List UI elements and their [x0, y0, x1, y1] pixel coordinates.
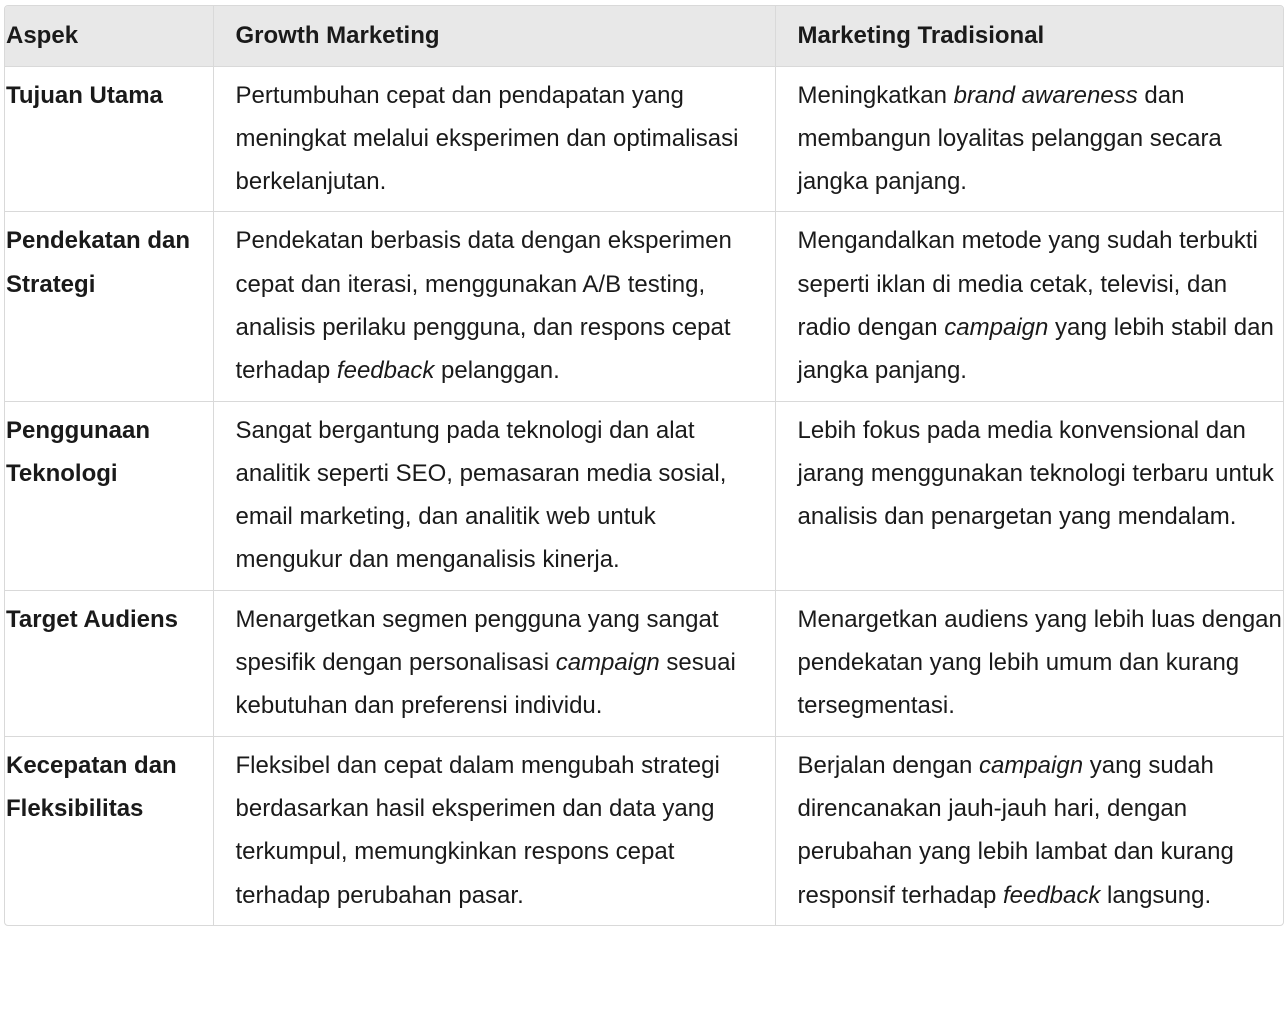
header-growth-marketing: Growth Marketing: [213, 6, 775, 66]
growth-cell: [213, 590, 775, 736]
italic-term: feedback: [1002, 881, 1101, 909]
aspect-cell: Kecepatan dan Fleksibilitas: [5, 736, 213, 925]
table-body: [5, 66, 1284, 925]
table-header: [5, 6, 1284, 66]
italic-term: feedback: [336, 357, 435, 385]
growth-cell: [213, 401, 775, 590]
traditional-cell: [775, 66, 1284, 212]
traditional-cell: [775, 590, 1284, 736]
header-aspek: Aspek: [5, 6, 213, 66]
comparison-table-container: [4, 5, 1284, 926]
cell-text: Fleksibel dan cepat dalam mengubah strategi berdasarkan hasil eksperimen dan data yang terkumpul, memungkinkan respons cepat terhadap perubahan pasar.: [235, 751, 720, 909]
table-row: [5, 401, 1284, 590]
table-row: [5, 66, 1284, 212]
table-row: [5, 736, 1284, 925]
cell-text: Sangat bergantung pada teknologi dan alat analitik seperti SEO, pemasaran media sosial, email marketing, dan analitik web untuk mengukur dan menganalisis kinerja.: [235, 416, 727, 574]
growth-cell: [213, 736, 775, 925]
cell-text: Pendekatan berbasis data dengan eksperimen cepat dan iterasi, menggunakan A/B testing, analisis perilaku pengguna, dan respons cepat terhadap: [235, 227, 732, 385]
cell-text: sesuai kebutuhan dan preferensi individu.: [235, 649, 736, 720]
cell-text: dan membangun loyalitas pelanggan secara jangka panjang.: [797, 81, 1222, 196]
italic-term: campaign: [555, 649, 660, 677]
table-row: [5, 590, 1284, 736]
traditional-cell: [775, 212, 1284, 401]
aspect-cell: Penggunaan Teknologi: [5, 401, 213, 590]
cell-text: yang lebih stabil dan jangka panjang.: [797, 313, 1274, 385]
cell-text: Menargetkan segmen pengguna yang sangat spesifik dengan personalisasi: [235, 605, 719, 677]
cell-text: Menargetkan audiens yang lebih luas dengan pendekatan yang lebih umum dan kurang tersegmentasi.: [797, 605, 1282, 720]
aspect-cell: Target Audiens: [5, 590, 213, 736]
header-row: [5, 6, 1284, 66]
italic-term: campaign: [978, 751, 1084, 779]
growth-cell: [213, 66, 775, 212]
traditional-cell: [775, 401, 1284, 590]
cell-text: yang sudah direncanakan jauh-jauh hari, dengan perubahan yang lebih lambat dan kurang responsif terhadap: [797, 751, 1234, 909]
cell-text: langsung.: [1100, 881, 1212, 909]
italic-term: brand awareness: [953, 81, 1138, 109]
cell-text: Mengandalkan metode yang sudah terbukti seperti iklan di media cetak, televisi, dan radio dengan: [797, 227, 1258, 341]
aspect-cell: Tujuan Utama: [5, 66, 213, 212]
growth-cell: [213, 212, 775, 401]
cell-text: Meningkatkan: [797, 81, 954, 109]
comparison-table: [5, 6, 1284, 925]
header-marketing-tradisional: Marketing Tradisional: [775, 6, 1284, 66]
traditional-cell: [775, 736, 1284, 925]
italic-term: campaign: [944, 313, 1049, 341]
cell-text: Lebih fokus pada media konvensional dan jarang menggunakan teknologi terbaru untuk analisis dan penargetan yang mendalam.: [797, 416, 1274, 531]
cell-text: Berjalan dengan: [797, 751, 979, 779]
cell-text: pelanggan.: [434, 357, 560, 385]
cell-text: Pertumbuhan cepat dan pendapatan yang meningkat melalui eksperimen dan optimalisasi berkelanjutan.: [235, 81, 739, 196]
aspect-cell: Pendekatan dan Strategi: [5, 212, 213, 401]
table-row: [5, 212, 1284, 401]
